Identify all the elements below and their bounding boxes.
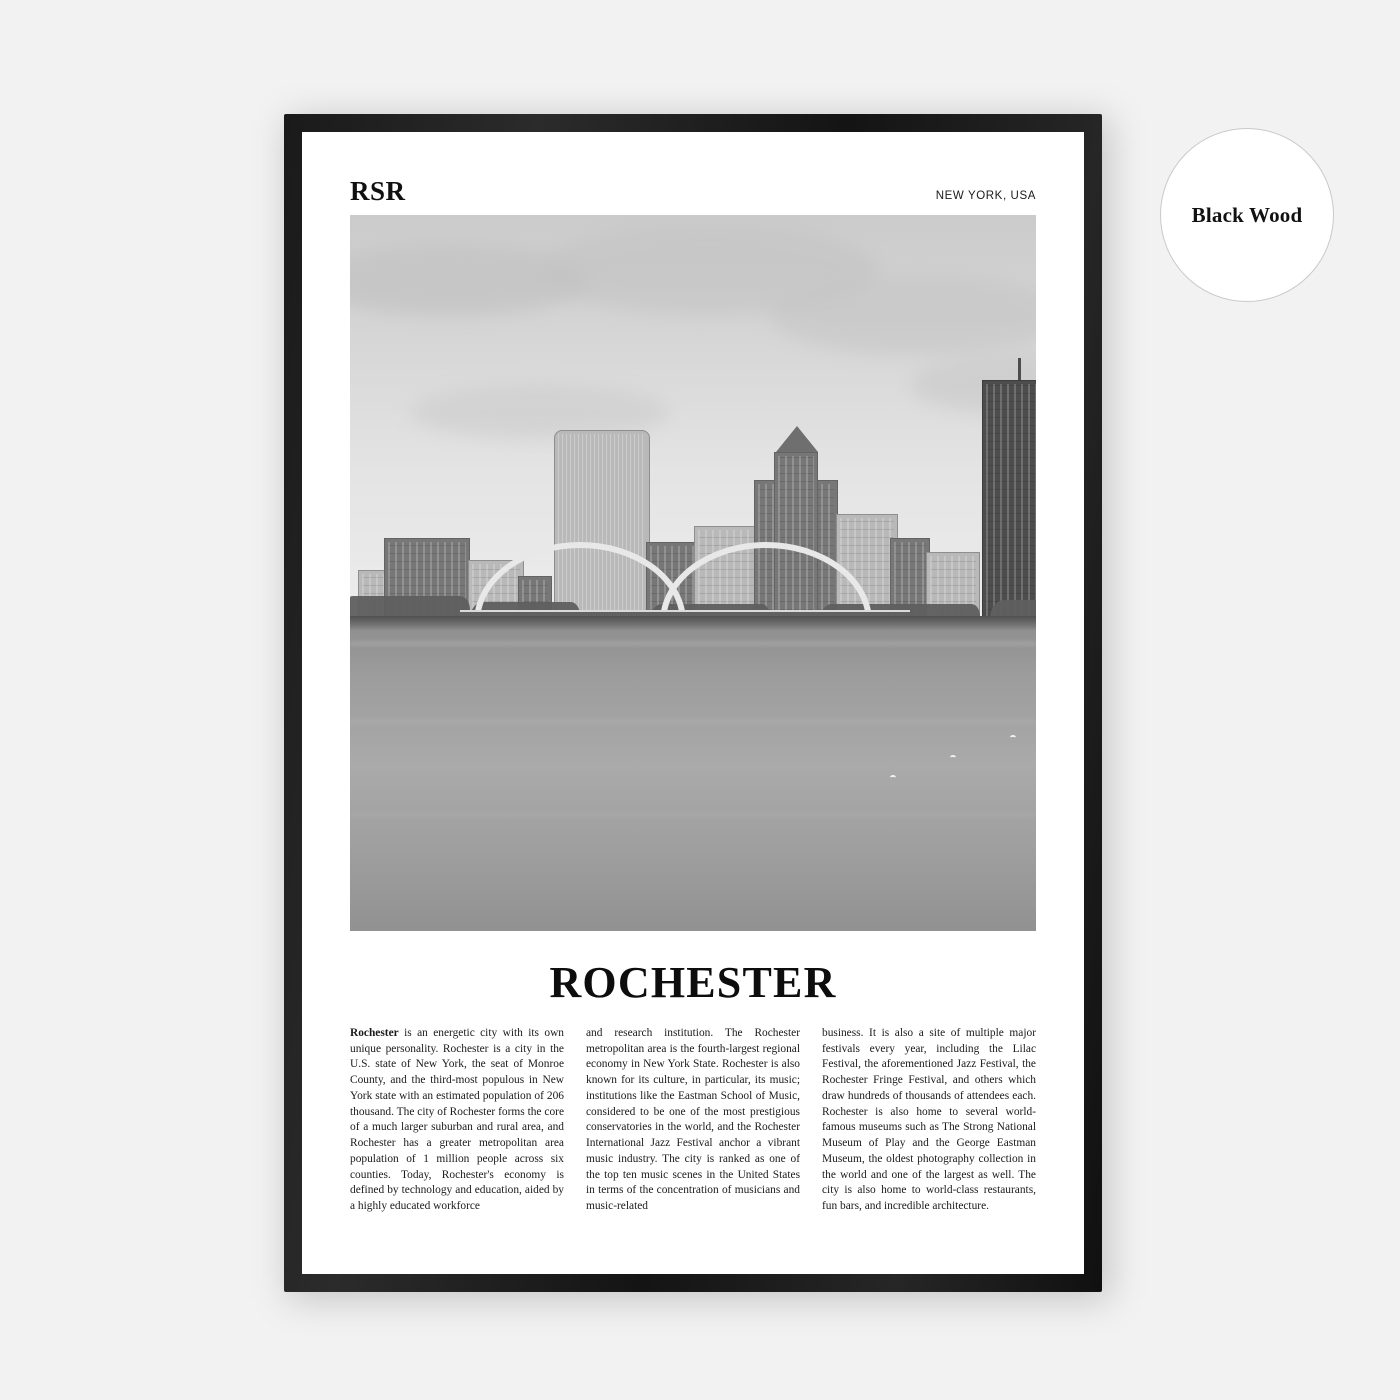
- poster-photo: [350, 215, 1036, 931]
- gull: [890, 775, 896, 780]
- body-column-1: [350, 1026, 564, 1234]
- poster-sheet: [302, 132, 1084, 1274]
- body-column-3: [822, 1026, 1036, 1234]
- body-text: business. It is also a site of multiple major festivals every year, including the Lilac Festival, the aforementioned Jazz Festival, the Rochester Fringe Festival, and others which draw hundreds of thousands of attendees each. Rochester is also home to several world-famous museums such as The Strong National Museum of Play and the George Eastman Museum, the oldest photography collection in the world and one of the largest as well. The city is also home to world-class restaurants, fun bars, and incredible architecture.: [822, 1027, 1036, 1213]
- water-sheen: [350, 813, 1036, 816]
- photo-water: [350, 630, 1036, 931]
- frame-material-label: Black Wood: [1191, 202, 1303, 227]
- poster-brand: RSR: [350, 176, 406, 206]
- gull: [950, 755, 956, 760]
- antenna: [1018, 358, 1021, 380]
- gull: [1010, 735, 1016, 740]
- poster-header: [350, 178, 1036, 205]
- shoreline: [350, 616, 1036, 630]
- poster-body-columns: [350, 1026, 1036, 1234]
- body-lead-word: Rochester: [350, 1027, 399, 1039]
- body-column-2: [586, 1026, 800, 1234]
- water-sheen: [350, 720, 1036, 723]
- page-title: ROCHESTER: [549, 958, 837, 1007]
- frame-material-badge: [1160, 128, 1334, 302]
- building-peak-roof: [776, 426, 818, 452]
- body-text: and research institution. The Rochester metropolitan area is the fourth-largest regional economy in New York State. Rochester is also known for its culture, in particular, its music; institutions like the Eastman School of Music, considered to be one of the most prestigious conservatories in the world, and the Rochester International Jazz Festival anchor a vibrant music industry. The city is ranked as one of the top ten music scenes in the United States in terms of the concentration of musicians and music-related: [586, 1027, 800, 1213]
- body-text: is an energetic city with its own unique personality. Rochester is a city in the U.S. state of New York, the seat of Monroe County, and the third-most populous in New York state with an estimated population of 206 thousand. The city of Rochester forms the core of a much larger suburban and rural area, and Rochester has a greater metropolitan area population of 1 million people across six counties. Today, Rochester's economy is defined by technology and education, aided by a highly educated workforce: [350, 1027, 564, 1213]
- building-tower-dark: [982, 380, 1036, 630]
- poster-location: NEW YORK, USA: [935, 190, 1036, 202]
- water-sheen: [350, 642, 1036, 645]
- poster-frame: [284, 114, 1102, 1292]
